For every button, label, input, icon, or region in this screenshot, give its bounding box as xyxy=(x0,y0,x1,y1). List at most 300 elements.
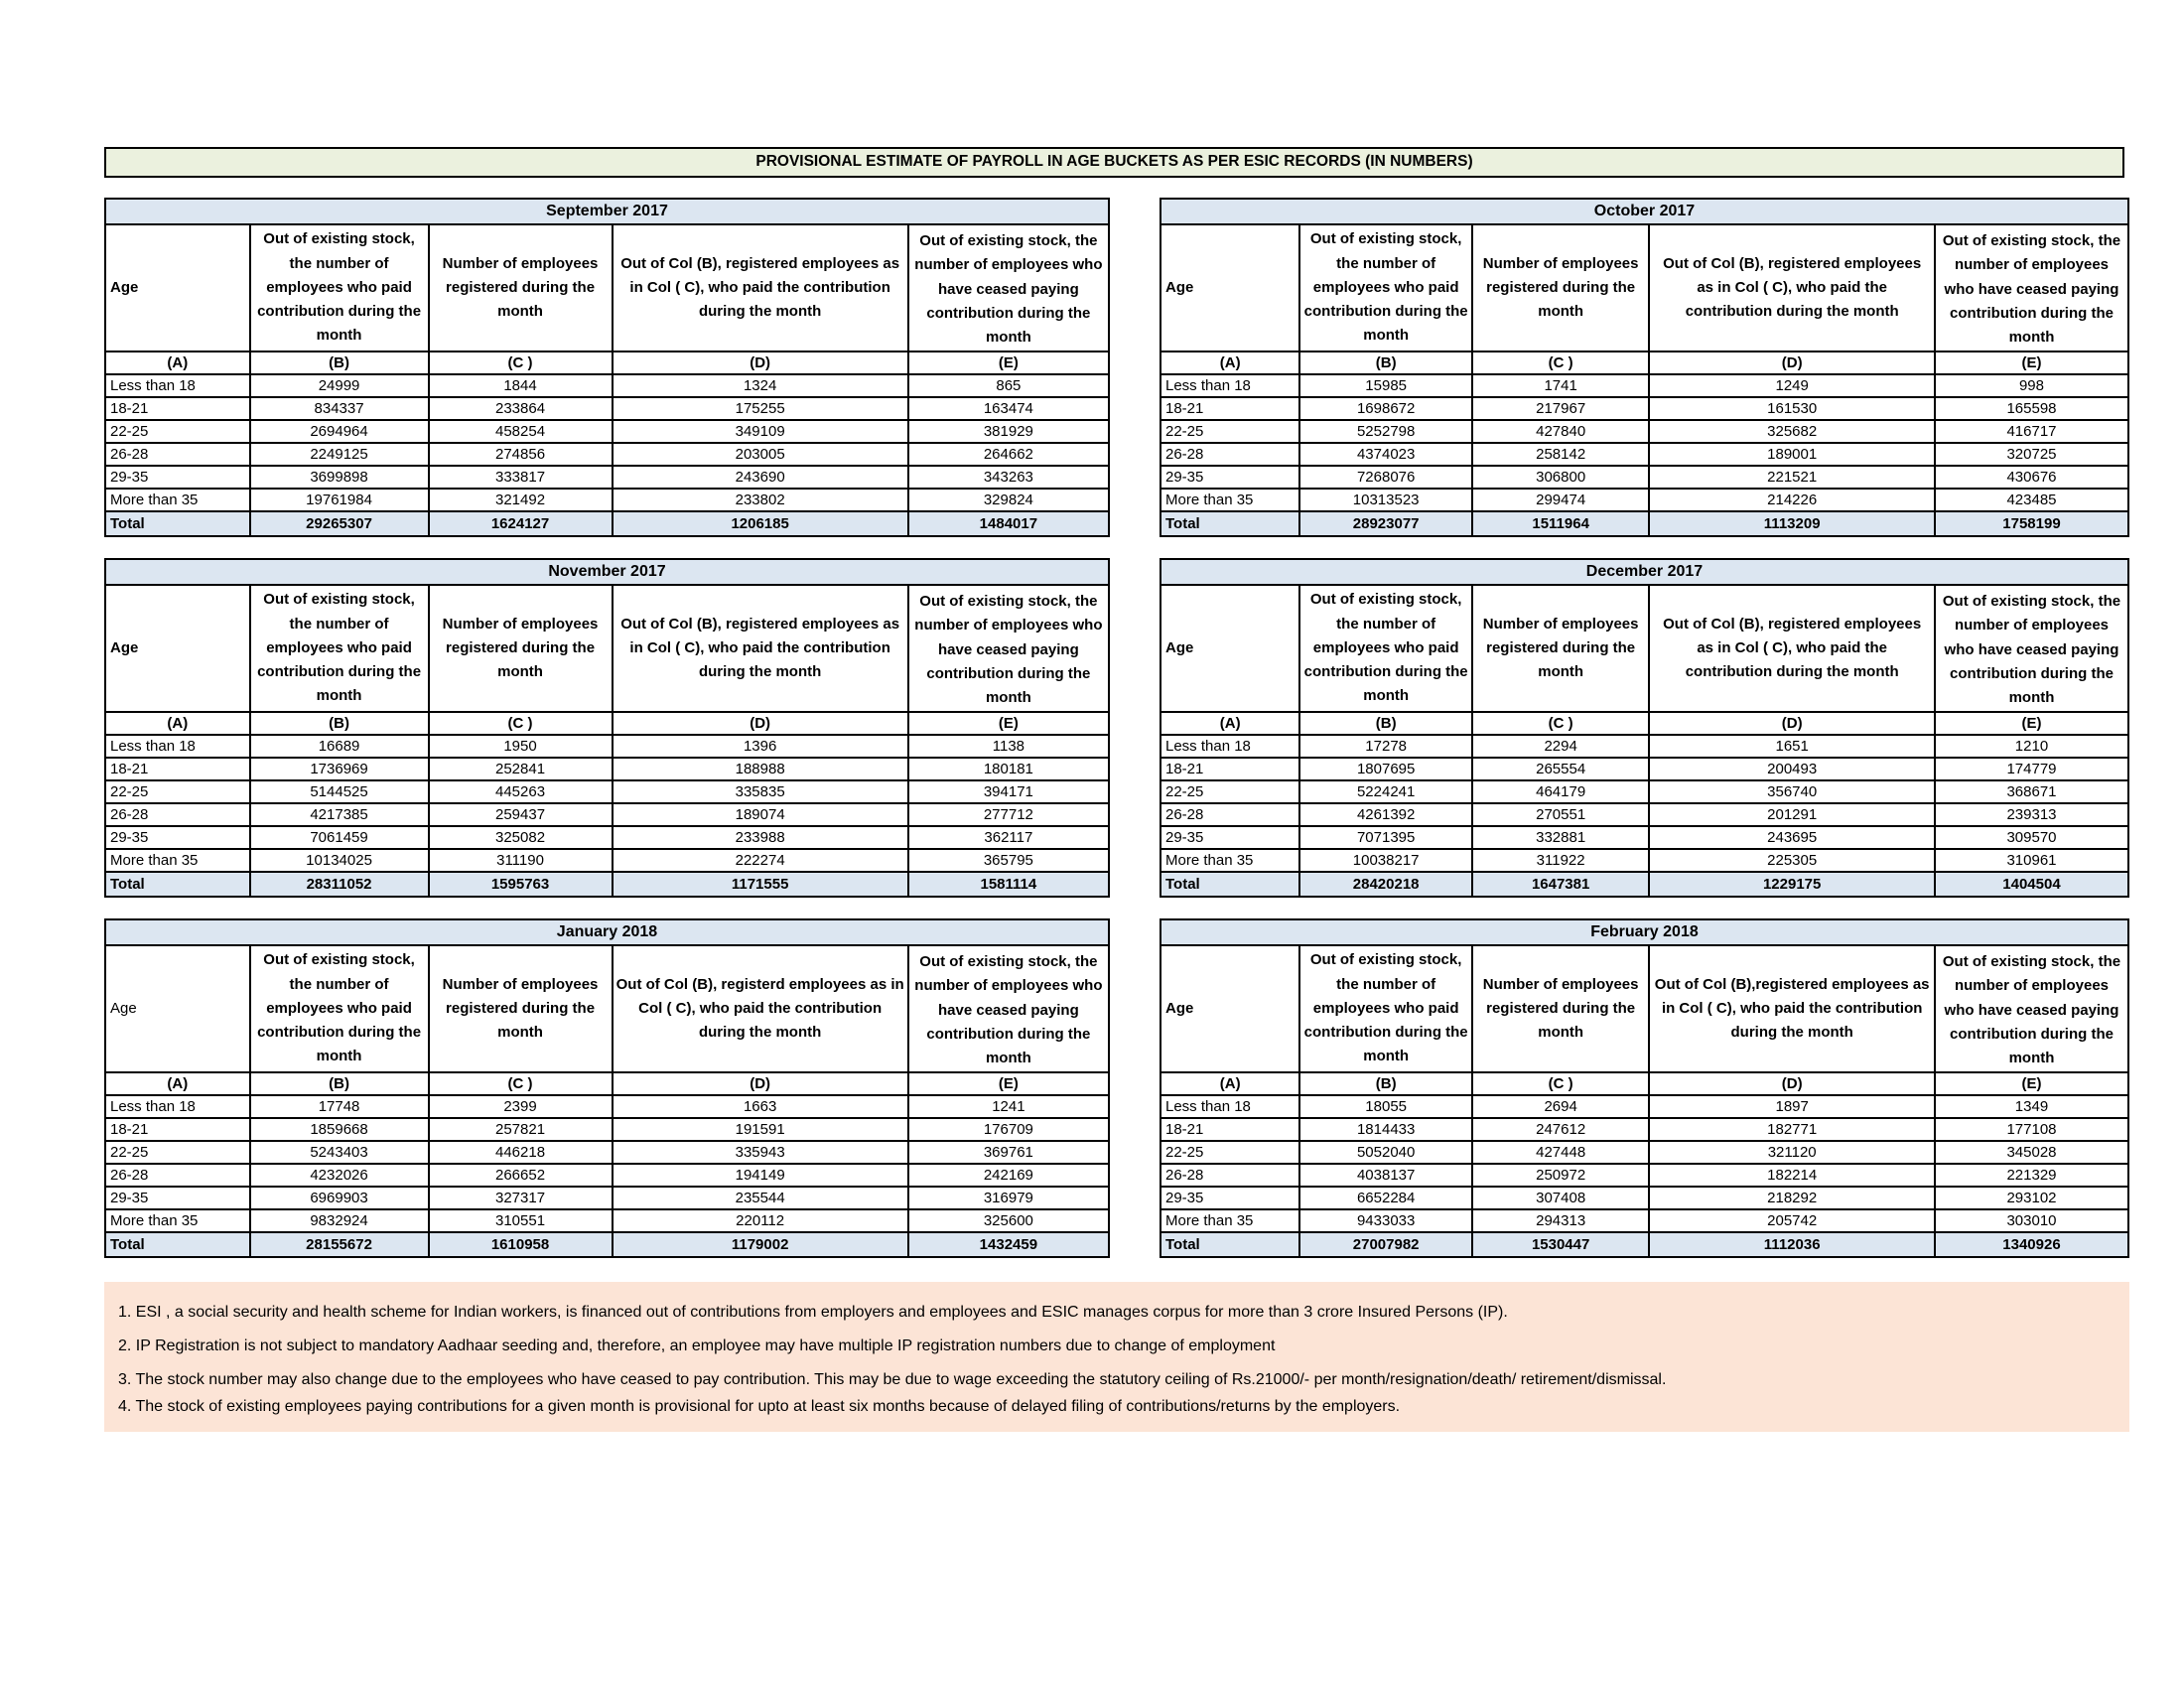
column-header: Age xyxy=(1160,224,1299,352)
total-value-cell: 1581114 xyxy=(908,872,1109,897)
value-cell: 266652 xyxy=(429,1164,613,1187)
age-bucket-cell: Less than 18 xyxy=(1160,735,1299,758)
value-cell: 335943 xyxy=(613,1141,908,1164)
value-cell: 1210 xyxy=(1935,735,2128,758)
age-bucket-cell: 26-28 xyxy=(105,803,250,826)
table-row xyxy=(1160,758,2128,780)
total-row xyxy=(1160,872,2128,897)
value-cell: 182771 xyxy=(1649,1118,1935,1141)
value-cell: 163474 xyxy=(908,397,1109,420)
table-row xyxy=(105,803,1109,826)
value-cell: 182214 xyxy=(1649,1164,1935,1187)
value-cell: 177108 xyxy=(1935,1118,2128,1141)
column-letter: (E) xyxy=(908,352,1109,374)
column-letter: (A) xyxy=(1160,712,1299,735)
value-cell: 274856 xyxy=(429,443,613,466)
column-letter: (A) xyxy=(1160,1072,1299,1095)
table-row xyxy=(105,443,1109,466)
age-bucket-cell: More than 35 xyxy=(105,1209,250,1232)
column-letter: (B) xyxy=(1299,712,1472,735)
value-cell: 243690 xyxy=(613,466,908,489)
column-header: Out of existing stock, the number of employees who have ceased paying contribution during the month xyxy=(1935,945,2128,1072)
column-header: Age xyxy=(105,224,250,352)
value-cell: 218292 xyxy=(1649,1187,1935,1209)
value-cell: 6652284 xyxy=(1299,1187,1472,1209)
table-row xyxy=(105,1095,1109,1118)
age-bucket-cell: 22-25 xyxy=(105,1141,250,1164)
month-title: January 2018 xyxy=(105,919,1109,945)
value-cell: 311190 xyxy=(429,849,613,872)
table-row xyxy=(105,397,1109,420)
column-letter: (C ) xyxy=(1472,352,1649,374)
table-row xyxy=(105,826,1109,849)
age-bucket-cell: 22-25 xyxy=(105,420,250,443)
value-cell: 194149 xyxy=(613,1164,908,1187)
value-cell: 1651 xyxy=(1649,735,1935,758)
value-cell: 325682 xyxy=(1649,420,1935,443)
total-label-cell: Total xyxy=(1160,511,1299,536)
value-cell: 176709 xyxy=(908,1118,1109,1141)
column-letter: (C ) xyxy=(429,1072,613,1095)
column-letter: (D) xyxy=(613,1072,908,1095)
total-value-cell: 29265307 xyxy=(250,511,429,536)
column-header: Age xyxy=(1160,585,1299,712)
column-header: Out of existing stock, the number of employees who paid contribution during the month xyxy=(250,945,429,1072)
total-value-cell: 1758199 xyxy=(1935,511,2128,536)
column-letter: (D) xyxy=(1649,1072,1935,1095)
age-bucket-cell: 18-21 xyxy=(105,1118,250,1141)
value-cell: 306800 xyxy=(1472,466,1649,489)
value-cell: 10313523 xyxy=(1299,489,1472,511)
value-cell: 200493 xyxy=(1649,758,1935,780)
column-letter: (B) xyxy=(250,352,429,374)
age-bucket-cell: 18-21 xyxy=(105,758,250,780)
value-cell: 998 xyxy=(1935,374,2128,397)
month-title: February 2018 xyxy=(1160,919,2128,945)
value-cell: 427448 xyxy=(1472,1141,1649,1164)
value-cell: 345028 xyxy=(1935,1141,2128,1164)
total-value-cell: 28311052 xyxy=(250,872,429,897)
total-value-cell: 1206185 xyxy=(613,511,908,536)
value-cell: 356740 xyxy=(1649,780,1935,803)
value-cell: 343263 xyxy=(908,466,1109,489)
value-cell: 243695 xyxy=(1649,826,1935,849)
value-cell: 311922 xyxy=(1472,849,1649,872)
total-value-cell: 1404504 xyxy=(1935,872,2128,897)
age-bucket-cell: More than 35 xyxy=(1160,849,1299,872)
table-row xyxy=(105,780,1109,803)
total-value-cell: 1113209 xyxy=(1649,511,1935,536)
value-cell: 1807695 xyxy=(1299,758,1472,780)
value-cell: 2694964 xyxy=(250,420,429,443)
total-row xyxy=(105,511,1109,536)
value-cell: 5144525 xyxy=(250,780,429,803)
age-bucket-cell: Less than 18 xyxy=(1160,1095,1299,1118)
total-label-cell: Total xyxy=(105,1232,250,1257)
age-bucket-cell: 22-25 xyxy=(1160,1141,1299,1164)
age-bucket-cell: 29-35 xyxy=(105,1187,250,1209)
value-cell: 1897 xyxy=(1649,1095,1935,1118)
total-value-cell: 1229175 xyxy=(1649,872,1935,897)
value-cell: 257821 xyxy=(429,1118,613,1141)
value-cell: 7061459 xyxy=(250,826,429,849)
value-cell: 1844 xyxy=(429,374,613,397)
column-header: Number of employees registered during the month xyxy=(429,224,613,352)
value-cell: 270551 xyxy=(1472,803,1649,826)
month-table-september-2017 xyxy=(104,198,1110,537)
column-header: Out of existing stock, the number of employees who have ceased paying contribution during the month xyxy=(908,585,1109,712)
month-title: October 2017 xyxy=(1160,199,2128,224)
value-cell: 3699898 xyxy=(250,466,429,489)
value-cell: 321492 xyxy=(429,489,613,511)
value-cell: 1698672 xyxy=(1299,397,1472,420)
value-cell: 5224241 xyxy=(1299,780,1472,803)
value-cell: 9832924 xyxy=(250,1209,429,1232)
footnote: 3. The stock number may also change due to the employees who have ceased to pay contribution. This may be due to wage exceeding the statutory ceiling of Rs.21000/- per month/resignation/death/ retirement/dismissal. xyxy=(118,1371,1667,1388)
footnote: 1. ESI , a social security and health scheme for Indian workers, is financed out of contributions from employers and employees and ESIC manages corpus for more than 3 crore Insured Persons (IP). xyxy=(118,1304,1508,1321)
value-cell: 17278 xyxy=(1299,735,1472,758)
value-cell: 18055 xyxy=(1299,1095,1472,1118)
column-header: Out of existing stock, the number of employees who paid contribution during the month xyxy=(1299,224,1472,352)
value-cell: 4217385 xyxy=(250,803,429,826)
value-cell: 310961 xyxy=(1935,849,2128,872)
column-header: Number of employees registered during the month xyxy=(1472,224,1649,352)
column-letter: (D) xyxy=(1649,352,1935,374)
value-cell: 430676 xyxy=(1935,466,2128,489)
total-value-cell: 1595763 xyxy=(429,872,613,897)
value-cell: 214226 xyxy=(1649,489,1935,511)
table-row xyxy=(1160,1164,2128,1187)
value-cell: 423485 xyxy=(1935,489,2128,511)
table-row xyxy=(1160,1141,2128,1164)
value-cell: 4374023 xyxy=(1299,443,1472,466)
total-value-cell: 1112036 xyxy=(1649,1232,1935,1257)
value-cell: 333817 xyxy=(429,466,613,489)
total-label-cell: Total xyxy=(105,872,250,897)
total-value-cell: 1179002 xyxy=(613,1232,908,1257)
column-header: Number of employees registered during the month xyxy=(429,945,613,1072)
value-cell: 335835 xyxy=(613,780,908,803)
total-row xyxy=(1160,511,2128,536)
month-title: December 2017 xyxy=(1160,559,2128,585)
value-cell: 203005 xyxy=(613,443,908,466)
value-cell: 250972 xyxy=(1472,1164,1649,1187)
value-cell: 221329 xyxy=(1935,1164,2128,1187)
value-cell: 310551 xyxy=(429,1209,613,1232)
value-cell: 1241 xyxy=(908,1095,1109,1118)
report-content xyxy=(104,147,2129,1432)
value-cell: 7268076 xyxy=(1299,466,1472,489)
value-cell: 189074 xyxy=(613,803,908,826)
age-bucket-cell: More than 35 xyxy=(1160,489,1299,511)
table-row xyxy=(1160,735,2128,758)
table-row xyxy=(1160,443,2128,466)
table-row xyxy=(1160,1187,2128,1209)
footnote: 4. The stock of existing employees paying contributions for a given month is provisional for upto at least six months because of delayed filing of contributions/returns by the employers. xyxy=(118,1398,1401,1415)
age-bucket-cell: Less than 18 xyxy=(105,735,250,758)
total-row xyxy=(105,1232,1109,1257)
total-value-cell: 28420218 xyxy=(1299,872,1472,897)
value-cell: 201291 xyxy=(1649,803,1935,826)
table-row xyxy=(105,1209,1109,1232)
age-bucket-cell: 18-21 xyxy=(1160,758,1299,780)
value-cell: 10134025 xyxy=(250,849,429,872)
value-cell: 1324 xyxy=(613,374,908,397)
value-cell: 2694 xyxy=(1472,1095,1649,1118)
value-cell: 4038137 xyxy=(1299,1164,1472,1187)
age-bucket-cell: 29-35 xyxy=(105,826,250,849)
table-row xyxy=(1160,849,2128,872)
column-letter: (C ) xyxy=(429,352,613,374)
total-value-cell: 27007982 xyxy=(1299,1232,1472,1257)
value-cell: 1736969 xyxy=(250,758,429,780)
month-table-october-2017 xyxy=(1160,198,2129,537)
table-row xyxy=(105,735,1109,758)
value-cell: 303010 xyxy=(1935,1209,2128,1232)
value-cell: 264662 xyxy=(908,443,1109,466)
table-row xyxy=(1160,489,2128,511)
month-table-january-2018 xyxy=(104,918,1110,1258)
month-table-december-2017 xyxy=(1160,558,2129,898)
value-cell: 161530 xyxy=(1649,397,1935,420)
column-letter: (E) xyxy=(1935,352,2128,374)
table-row xyxy=(1160,780,2128,803)
table-row xyxy=(1160,374,2128,397)
value-cell: 307408 xyxy=(1472,1187,1649,1209)
value-cell: 189001 xyxy=(1649,443,1935,466)
value-cell: 4261392 xyxy=(1299,803,1472,826)
report-title: PROVISIONAL ESTIMATE OF PAYROLL IN AGE BUCKETS AS PER ESIC RECORDS (IN NUMBERS) xyxy=(104,147,2124,178)
footnotes xyxy=(104,1282,2129,1432)
table-row xyxy=(1160,1118,2128,1141)
column-letter: (E) xyxy=(1935,712,2128,735)
column-letter: (B) xyxy=(1299,1072,1472,1095)
value-cell: 17748 xyxy=(250,1095,429,1118)
age-bucket-cell: 29-35 xyxy=(1160,1187,1299,1209)
total-value-cell: 1484017 xyxy=(908,511,1109,536)
total-value-cell: 1340926 xyxy=(1935,1232,2128,1257)
column-letter: (E) xyxy=(1935,1072,2128,1095)
month-title: November 2017 xyxy=(105,559,1109,585)
value-cell: 368671 xyxy=(1935,780,2128,803)
value-cell: 349109 xyxy=(613,420,908,443)
column-header: Out of existing stock, the number of employees who have ceased paying contribution during the month xyxy=(908,945,1109,1072)
column-letter: (C ) xyxy=(1472,712,1649,735)
age-bucket-cell: 26-28 xyxy=(105,443,250,466)
value-cell: 325082 xyxy=(429,826,613,849)
total-value-cell: 1647381 xyxy=(1472,872,1649,897)
column-header: Age xyxy=(105,585,250,712)
footnote: 2. IP Registration is not subject to mandatory Aadhaar seeding and, therefore, an employee may have multiple IP registration numbers due to change of employment xyxy=(118,1337,1276,1354)
total-label-cell: Total xyxy=(105,511,250,536)
column-letter: (B) xyxy=(250,1072,429,1095)
total-label-cell: Total xyxy=(1160,1232,1299,1257)
age-bucket-cell: Less than 18 xyxy=(105,374,250,397)
value-cell: 2294 xyxy=(1472,735,1649,758)
value-cell: 1249 xyxy=(1649,374,1935,397)
value-cell: 225305 xyxy=(1649,849,1935,872)
column-letter: (E) xyxy=(908,712,1109,735)
value-cell: 19761984 xyxy=(250,489,429,511)
age-bucket-cell: 26-28 xyxy=(1160,803,1299,826)
value-cell: 416717 xyxy=(1935,420,2128,443)
age-bucket-cell: 29-35 xyxy=(1160,826,1299,849)
column-header: Out of existing stock, the number of employees who paid contribution during the month xyxy=(250,224,429,352)
total-row xyxy=(105,872,1109,897)
value-cell: 309570 xyxy=(1935,826,2128,849)
age-bucket-cell: 22-25 xyxy=(105,780,250,803)
value-cell: 7071395 xyxy=(1299,826,1472,849)
table-row xyxy=(1160,420,2128,443)
value-cell: 332881 xyxy=(1472,826,1649,849)
table-row xyxy=(105,758,1109,780)
value-cell: 259437 xyxy=(429,803,613,826)
value-cell: 165598 xyxy=(1935,397,2128,420)
table-row xyxy=(105,1141,1109,1164)
column-header: Out of Col (B), registered employees as in Col ( C), who paid the contribution during the month xyxy=(1649,585,1935,712)
age-bucket-cell: 29-35 xyxy=(1160,466,1299,489)
value-cell: 6969903 xyxy=(250,1187,429,1209)
value-cell: 252841 xyxy=(429,758,613,780)
value-cell: 1396 xyxy=(613,735,908,758)
age-bucket-cell: More than 35 xyxy=(1160,1209,1299,1232)
value-cell: 5243403 xyxy=(250,1141,429,1164)
value-cell: 235544 xyxy=(613,1187,908,1209)
column-letter: (D) xyxy=(1649,712,1935,735)
age-bucket-cell: 26-28 xyxy=(1160,1164,1299,1187)
value-cell: 427840 xyxy=(1472,420,1649,443)
value-cell: 294313 xyxy=(1472,1209,1649,1232)
table-row xyxy=(105,420,1109,443)
total-value-cell: 1624127 xyxy=(429,511,613,536)
total-value-cell: 28923077 xyxy=(1299,511,1472,536)
value-cell: 365795 xyxy=(908,849,1109,872)
value-cell: 1663 xyxy=(613,1095,908,1118)
value-cell: 24999 xyxy=(250,374,429,397)
value-cell: 865 xyxy=(908,374,1109,397)
column-letter: (D) xyxy=(613,712,908,735)
table-row xyxy=(105,1118,1109,1141)
column-header: Out of Col (B), registered employees as in Col ( C), who paid the contribution during the month xyxy=(613,585,908,712)
value-cell: 239313 xyxy=(1935,803,2128,826)
value-cell: 5252798 xyxy=(1299,420,1472,443)
column-header: Out of Col (B), registerd employees as in Col ( C), who paid the contribution during the month xyxy=(613,945,908,1072)
value-cell: 299474 xyxy=(1472,489,1649,511)
value-cell: 222274 xyxy=(613,849,908,872)
value-cell: 233864 xyxy=(429,397,613,420)
column-header: Out of existing stock, the number of employees who have ceased paying contribution during the month xyxy=(1935,585,2128,712)
total-value-cell: 28155672 xyxy=(250,1232,429,1257)
total-value-cell: 1610958 xyxy=(429,1232,613,1257)
value-cell: 175255 xyxy=(613,397,908,420)
value-cell: 2249125 xyxy=(250,443,429,466)
age-bucket-cell: 26-28 xyxy=(1160,443,1299,466)
value-cell: 4232026 xyxy=(250,1164,429,1187)
value-cell: 180181 xyxy=(908,758,1109,780)
column-letter: (A) xyxy=(105,1072,250,1095)
table-row xyxy=(1160,826,2128,849)
column-header: Out of existing stock, the number of employees who have ceased paying contribution during the month xyxy=(1935,224,2128,352)
value-cell: 446218 xyxy=(429,1141,613,1164)
value-cell: 2399 xyxy=(429,1095,613,1118)
value-cell: 191591 xyxy=(613,1118,908,1141)
table-row xyxy=(105,466,1109,489)
age-bucket-cell: 22-25 xyxy=(1160,780,1299,803)
value-cell: 369761 xyxy=(908,1141,1109,1164)
column-header: Number of employees registered during the month xyxy=(1472,585,1649,712)
age-bucket-cell: Less than 18 xyxy=(1160,374,1299,397)
value-cell: 217967 xyxy=(1472,397,1649,420)
value-cell: 205742 xyxy=(1649,1209,1935,1232)
value-cell: 233802 xyxy=(613,489,908,511)
value-cell: 1814433 xyxy=(1299,1118,1472,1141)
column-letter: (E) xyxy=(908,1072,1109,1095)
value-cell: 320725 xyxy=(1935,443,2128,466)
table-row xyxy=(105,374,1109,397)
value-cell: 464179 xyxy=(1472,780,1649,803)
age-bucket-cell: 18-21 xyxy=(1160,397,1299,420)
value-cell: 242169 xyxy=(908,1164,1109,1187)
value-cell: 233988 xyxy=(613,826,908,849)
value-cell: 327317 xyxy=(429,1187,613,1209)
table-row xyxy=(1160,397,2128,420)
table-row xyxy=(105,489,1109,511)
age-bucket-cell: 22-25 xyxy=(1160,420,1299,443)
value-cell: 1741 xyxy=(1472,374,1649,397)
tables-grid xyxy=(104,198,2129,1258)
age-bucket-cell: More than 35 xyxy=(105,489,250,511)
month-table-november-2017 xyxy=(104,558,1110,898)
value-cell: 1349 xyxy=(1935,1095,2128,1118)
column-header: Out of Col (B), registered employees as in Col ( C), who paid the contribution during the month xyxy=(613,224,908,352)
column-header: Number of employees registered during the month xyxy=(1472,945,1649,1072)
table-row xyxy=(105,1187,1109,1209)
value-cell: 221521 xyxy=(1649,466,1935,489)
table-row xyxy=(1160,1095,2128,1118)
value-cell: 316979 xyxy=(908,1187,1109,1209)
value-cell: 293102 xyxy=(1935,1187,2128,1209)
month-table-february-2018 xyxy=(1160,918,2129,1258)
age-bucket-cell: Less than 18 xyxy=(105,1095,250,1118)
value-cell: 265554 xyxy=(1472,758,1649,780)
column-letter: (A) xyxy=(105,712,250,735)
value-cell: 834337 xyxy=(250,397,429,420)
table-row xyxy=(1160,466,2128,489)
total-value-cell: 1171555 xyxy=(613,872,908,897)
age-bucket-cell: 26-28 xyxy=(105,1164,250,1187)
total-value-cell: 1511964 xyxy=(1472,511,1649,536)
column-header: Out of existing stock, the number of employees who paid contribution during the month xyxy=(250,585,429,712)
value-cell: 188988 xyxy=(613,758,908,780)
total-value-cell: 1530447 xyxy=(1472,1232,1649,1257)
column-header: Out of existing stock, the number of employees who have ceased paying contribution during the month xyxy=(908,224,1109,352)
value-cell: 329824 xyxy=(908,489,1109,511)
value-cell: 381929 xyxy=(908,420,1109,443)
month-title: September 2017 xyxy=(105,199,1109,224)
value-cell: 220112 xyxy=(613,1209,908,1232)
value-cell: 325600 xyxy=(908,1209,1109,1232)
age-bucket-cell: 18-21 xyxy=(105,397,250,420)
value-cell: 15985 xyxy=(1299,374,1472,397)
value-cell: 5052040 xyxy=(1299,1141,1472,1164)
total-row xyxy=(1160,1232,2128,1257)
column-header: Out of existing stock, the number of employees who paid contribution during the month xyxy=(1299,585,1472,712)
column-header: Age xyxy=(1160,945,1299,1072)
age-bucket-cell: 18-21 xyxy=(1160,1118,1299,1141)
column-letter: (B) xyxy=(1299,352,1472,374)
column-header: Out of existing stock, the number of employees who paid contribution during the month xyxy=(1299,945,1472,1072)
column-header: Age xyxy=(105,945,250,1072)
